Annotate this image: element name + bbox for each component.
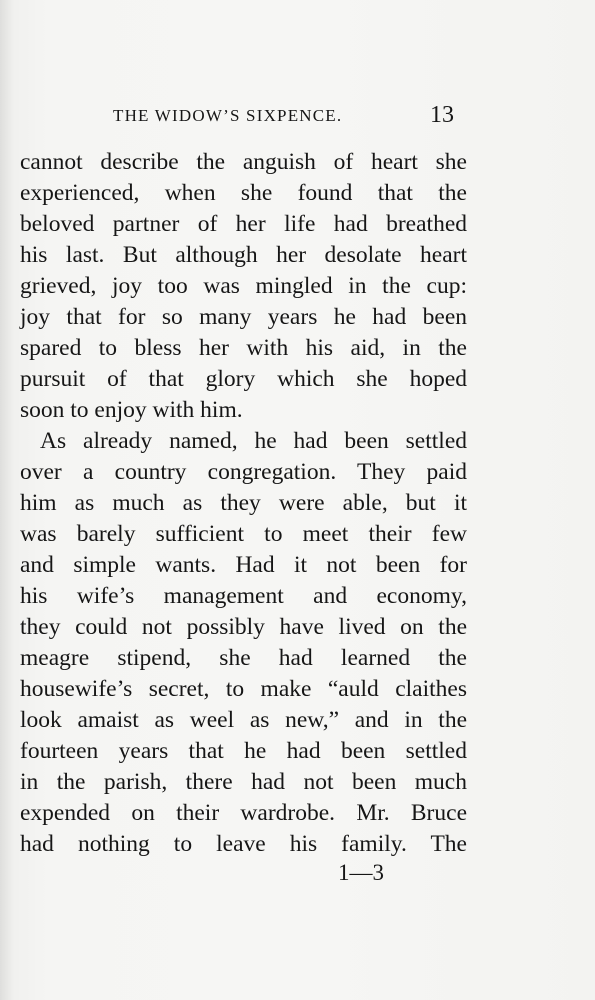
signature-mark: 1—3	[338, 860, 384, 885]
text-line: soon to enjoy with him.	[20, 397, 243, 423]
page-edge-shadow	[0, 0, 14, 1000]
text-line: they could not possibly have lived on the	[20, 614, 467, 640]
text-line: grieved, joy too was mingled in the cup:	[20, 273, 467, 299]
text-line: was barely sufficient to meet their few	[20, 521, 467, 547]
text-line: spared to bless her with his aid, in the	[20, 335, 467, 361]
body-text	[20, 147, 467, 860]
text-line: his last. But although her desolate heart	[20, 242, 467, 268]
text-line: his wife’s management and economy,	[20, 583, 467, 609]
text-line: in the parish, there had not been much	[20, 769, 467, 795]
text-line: As already named, he had been settled	[40, 428, 467, 454]
text-line: housewife’s secret, to make “auld claithes	[20, 676, 467, 702]
page-number: 13	[430, 102, 454, 128]
text-line: and simple wants. Had it not been for	[20, 552, 467, 578]
text-line: fourteen years that he had been settled	[20, 738, 467, 764]
text-line: him as much as they were able, but it	[20, 490, 467, 516]
text-line: cannot describe the anguish of heart she	[20, 149, 467, 175]
text-line: look amaist as weel as new,” and in the	[20, 707, 467, 733]
text-line: joy that for so many years he had been	[20, 304, 467, 330]
running-title: THE WIDOW’S SIXPENCE.	[113, 106, 343, 125]
text-line: over a country congregation. They paid	[20, 459, 467, 485]
text-line: meagre stipend, she had learned the	[20, 645, 467, 671]
text-line: expended on their wardrobe. Mr. Bruce	[20, 800, 467, 826]
running-head	[0, 102, 595, 132]
text-line: beloved partner of her life had breathed	[20, 211, 467, 237]
text-line: had nothing to leave his family. The	[20, 831, 467, 857]
text-line: experienced, when she found that the	[20, 180, 467, 206]
text-line: pursuit of that glory which she hoped	[20, 366, 467, 392]
